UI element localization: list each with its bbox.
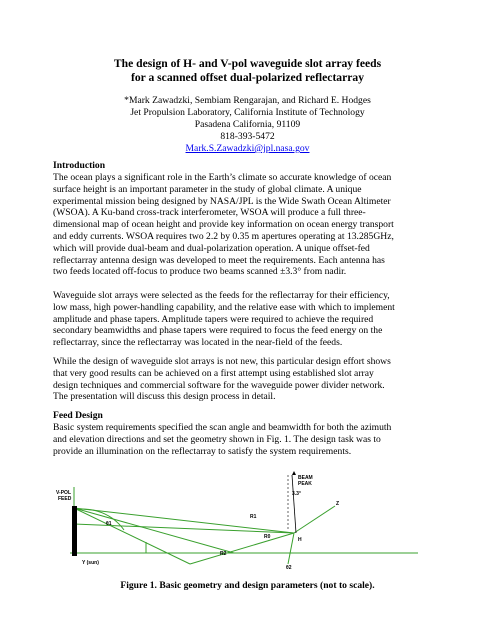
reflectarray-panel bbox=[190, 533, 294, 564]
figure-label-z: Z bbox=[336, 501, 340, 507]
city-address: Pasadena California, 91109 bbox=[194, 119, 301, 130]
figure-label-feed-2: FEED bbox=[58, 496, 72, 502]
figure-label-theta-1: θ1 bbox=[106, 521, 112, 527]
text-line: that very good results can be achieved on a first attempt using established slot array bbox=[53, 367, 374, 379]
text-line: Basic system requirements specified the scan angle and beamwidth for both the azimuth bbox=[53, 422, 392, 433]
z-direction-line bbox=[294, 506, 335, 533]
figure-label-h: H bbox=[298, 537, 302, 543]
figure-label-r1: R1 bbox=[250, 514, 257, 520]
text-line: The ocean plays a significant role in the Earth’s climate so accurate knowledge of ocean bbox=[53, 172, 392, 183]
affiliation: Jet Propulsion Laboratory, California Institute of Technology bbox=[130, 107, 365, 118]
figure-label-peak: PEAK bbox=[298, 481, 312, 487]
text-line: and eddy currents. WSOA requires two 2.2 by 0.35 m apertures operating at 13.285GHz, bbox=[53, 230, 394, 242]
text-line: dimensional map of ocean height and provide key information on ocean energy transport bbox=[53, 219, 394, 231]
text-line: surface height is an important parameter in the study of global climate. A unique bbox=[53, 183, 362, 195]
figure-labels bbox=[56, 475, 339, 571]
figure-label-y-axis: Y (sun) bbox=[82, 560, 99, 566]
text-line: reflectarray antenna design was developed to meet the requirements. Each antenna has bbox=[53, 254, 385, 266]
beam-peak-arrow bbox=[292, 471, 296, 475]
text-line: amplitude and phase tapers. Amplitude tapers were required to achieve the required bbox=[53, 313, 374, 325]
paper-title-line-2: for a scanned offset dual-polarized reflectarray bbox=[130, 71, 364, 84]
text-line: low mass, high power-handling capability, and the relative ease with which to implement bbox=[53, 301, 395, 313]
text-line: experimental mission being designed by NASA/JPL is the Wide Swath Ocean Altimeter bbox=[53, 195, 391, 207]
text-line: While the design of waveguide slot arrays is not new, this particular design effort shows bbox=[53, 356, 391, 367]
introduction-paragraph-3 bbox=[53, 356, 458, 403]
introduction-paragraph-2 bbox=[53, 290, 458, 349]
text-line: two feeds located off-focus to produce two beams scanned ±3.3° from nadir. bbox=[53, 266, 347, 278]
figure-label-beam: BEAM bbox=[298, 475, 313, 481]
figure-label-theta-2: θ2 bbox=[286, 565, 292, 571]
text-line: (WSOA). A Ku-band cross-track interferometer, WSOA will produce a full three- bbox=[53, 207, 366, 219]
text-line: Waveguide slot arrays were selected as the feeds for the reflectarray for their efficiency, bbox=[53, 290, 390, 301]
figure-caption: Figure 1. Basic geometry and design parameters (not to scale). bbox=[120, 580, 375, 591]
figure-label-scan-angle: 3.3° bbox=[292, 491, 301, 497]
text-line: and elevation directions and set the geometry shown in Fig. 1. The design task was to bbox=[53, 433, 381, 445]
feed-block bbox=[72, 506, 77, 556]
text-line: which will provide dual-beam and dual-polarization operation. A unique offset-fed bbox=[53, 242, 370, 254]
phone-number: 818-393-5472 bbox=[220, 131, 275, 142]
text-line: The presentation will discuss this design process in detail. bbox=[53, 391, 276, 403]
author-list: *Mark Zawadzki, Sembiam Rengarajan, and Richard E. Hodges bbox=[124, 95, 371, 106]
h-direction-line bbox=[288, 533, 294, 564]
text-line: design techniques and commercial software for the waveguide power divider network. bbox=[53, 379, 385, 391]
feed-design-heading: Feed Design bbox=[53, 410, 103, 421]
email-link[interactable]: Mark.S.Zawadzki@jpl.nasa.gov bbox=[185, 143, 310, 154]
beam-peak-line bbox=[292, 475, 296, 533]
geometry-figure bbox=[56, 472, 440, 571]
figure-label-r0: R0 bbox=[264, 534, 271, 540]
feed-design-paragraph-1 bbox=[53, 422, 458, 457]
introduction-paragraph-1 bbox=[53, 172, 458, 278]
figure-label-r2: R2 bbox=[220, 551, 227, 557]
figure-label-feed-1: V-POL bbox=[56, 490, 72, 496]
email-line bbox=[0, 143, 495, 155]
text-line: secondary beamwidths and phase tapers were required to focus the feed energy on the bbox=[53, 325, 383, 337]
text-line: provide an illumination on the reflectarray to satisfy the system requirements. bbox=[53, 445, 352, 457]
text-line: reflectarray, since the reflectarray was located in the near-field of the feeds. bbox=[53, 337, 343, 349]
paper-title-line-1: The design of H- and V-pol waveguide slot array feeds bbox=[113, 57, 382, 70]
black-markers bbox=[72, 471, 296, 556]
introduction-heading: Introduction bbox=[53, 160, 106, 171]
figure-lines bbox=[70, 487, 418, 564]
